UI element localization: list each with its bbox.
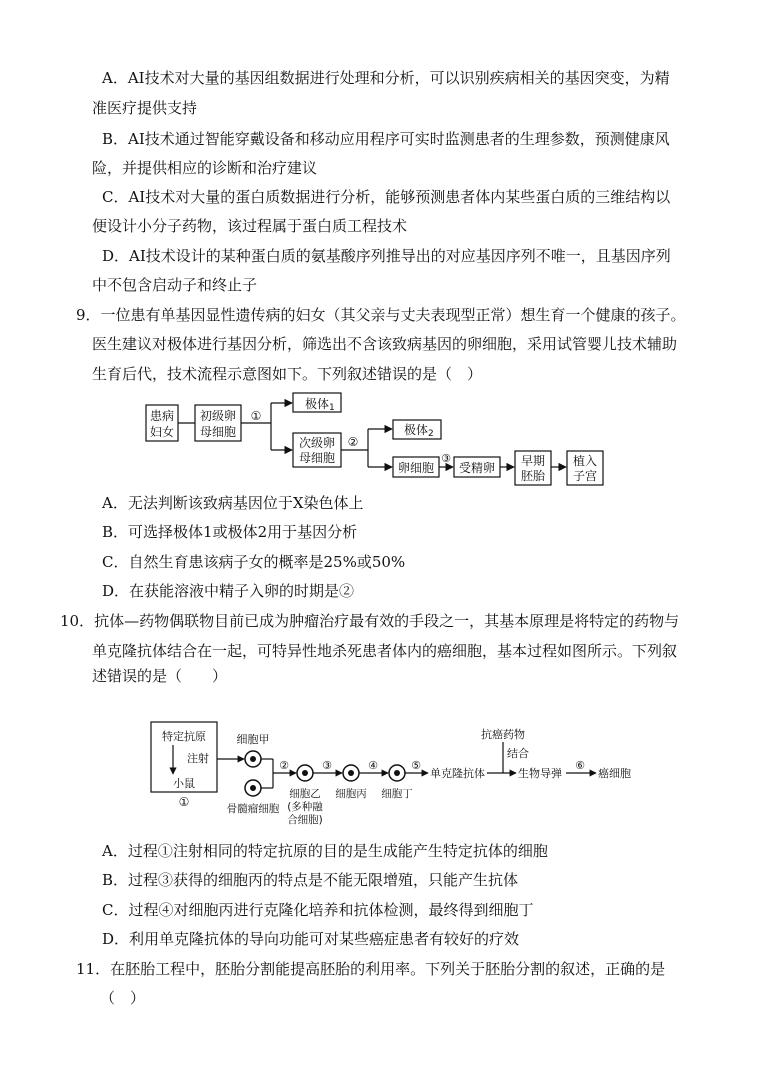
q9-option-b: B．可选择极体1或极体2用于基因分析 bbox=[102, 523, 358, 541]
q9-option-a: A．无法判断该致病基因位于X染色体上 bbox=[102, 494, 364, 512]
polar-body-1-sub: 1 bbox=[329, 403, 335, 413]
cell-c-nucleus bbox=[348, 770, 354, 776]
biomissile-label: 生物导弹 bbox=[518, 767, 562, 780]
q10-option-c: C．过程④对细胞丙进行克隆化培养和抗体检测，最终得到细胞丁 bbox=[102, 901, 534, 919]
q8-option-d-line2: 中不包含启动子和终止子 bbox=[92, 276, 258, 294]
step-1-label: ① bbox=[178, 795, 190, 809]
q9-stem-line2: 医生建议对极体进行基因分析，筛选出不含该致病基因的卵细胞，采用试管婴儿技术辅助 bbox=[92, 335, 678, 353]
polar-body-2-main: 极体 bbox=[404, 423, 429, 437]
myeloma-nucleus bbox=[250, 785, 256, 791]
q10-option-b: B．过程③获得的细胞丙的特点是不能无限增殖，只能产生抗体 bbox=[102, 871, 519, 889]
early-embryo-label-2: 胚胎 bbox=[520, 469, 546, 483]
q10-stem-line2: 单克隆抗体结合在一起，可特异性地杀死患者体内的癌细胞，基本过程如图所示。下列叙 bbox=[92, 642, 678, 660]
step-2-label: ② bbox=[279, 759, 289, 772]
primary-oocyte-label-1: 初级卵 bbox=[199, 409, 237, 423]
q10-stem-line3: 述错误的是（ ） bbox=[92, 667, 228, 685]
q8-option-d-line1: D．AI技术设计的某种蛋白质的氨基酸序列推导出的对应基因序列不唯一，且基因序列 bbox=[102, 247, 671, 265]
q10-option-a: A．过程①注射相同的特定抗原的目的是生成能产生特定抗体的细胞 bbox=[102, 842, 548, 860]
implant-label-1: 植入 bbox=[572, 454, 598, 468]
cell-c-label: 细胞丙 bbox=[335, 788, 367, 800]
q8-option-c-line2: 便设计小分子药物，该过程属于蛋白质工程技术 bbox=[92, 217, 408, 235]
q10-stem-line1: 10．抗体—药物偶联物目前已成为肿瘤治疗最有效的手段之一，其基本原理是将特定的药物与 bbox=[60, 612, 680, 630]
q8-option-a-line2: 准医疗提供支持 bbox=[92, 99, 198, 117]
cell-a-label: 细胞甲 bbox=[236, 733, 270, 746]
q9-stem-line1: 9．一位患有单基因显性遗传病的妇女（其父亲与丈夫表现型正常）想生育一个健康的孩子。 bbox=[76, 306, 686, 324]
q9-option-c: C．自然生育患该病子女的概率是25%或50% bbox=[102, 553, 406, 571]
step-2-label: ② bbox=[347, 435, 359, 449]
anticancer-drug-label: 抗癌药物 bbox=[481, 728, 525, 741]
q10-option-d: D．利用单克隆抗体的导向功能可对某些癌症患者有较好的疗效 bbox=[102, 930, 520, 948]
secondary-oocyte-label-2: 母细胞 bbox=[298, 451, 336, 465]
inject-label: 注射 bbox=[187, 752, 209, 765]
cell-b-nucleus bbox=[302, 770, 308, 776]
cell-b-note-2: 合细胞) bbox=[287, 814, 323, 826]
step-6-label: ⑥ bbox=[575, 759, 585, 772]
q8-option-a-line1: A．AI技术对大量的基因组数据进行处理和分析，可以识别疾病相关的基因突变，为精 bbox=[102, 69, 670, 87]
q11-stem-line1: 11．在胚胎工程中，胚胎分割能提高胚胎的利用率。下列关于胚胎分割的叙述，正确的是 bbox=[76, 960, 666, 978]
early-embryo-label-1: 早期 bbox=[520, 454, 546, 468]
cell-d-label: 细胞丁 bbox=[381, 788, 413, 800]
patient-label-1: 患病 bbox=[149, 409, 175, 423]
q8-option-b-line1: B．AI技术通过智能穿戴设备和移动应用程序可实时监测患者的生理参数，预测健康风 bbox=[102, 130, 670, 148]
step-3-label: ③ bbox=[441, 452, 451, 465]
myeloma-label: 骨髓瘤细胞 bbox=[226, 803, 280, 815]
cell-d-nucleus bbox=[394, 770, 400, 776]
primary-oocyte-label-2: 母细胞 bbox=[199, 425, 237, 439]
q8-option-c-line1: C．AI技术对大量的蛋白质数据进行分析，能够预测患者体内某些蛋白质的三维结构以 bbox=[102, 188, 671, 206]
q9-option-d: D．在获能溶液中精子入卵的时期是② bbox=[102, 582, 355, 600]
cell-b-note-1: (多种融 bbox=[287, 801, 323, 813]
zygote-label: 受精卵 bbox=[458, 461, 496, 475]
step-5-label: ⑤ bbox=[411, 759, 421, 772]
secondary-oocyte-label-1: 次级卵 bbox=[298, 436, 336, 450]
cell-b-label: 细胞乙 bbox=[289, 788, 321, 800]
cancer-cell-label: 癌细胞 bbox=[598, 767, 631, 780]
q11-stem-line2: （ ） bbox=[100, 989, 146, 1007]
step-1-label: ① bbox=[250, 409, 262, 423]
mab-label: 单克隆抗体 bbox=[430, 767, 485, 780]
q9-stem-line3: 生育后代，技术流程示意图如下。下列叙述错误的是（ ） bbox=[92, 365, 483, 383]
antigen-label: 特定抗原 bbox=[162, 730, 206, 743]
step-3-label: ③ bbox=[322, 759, 332, 772]
patient-label-2: 妇女 bbox=[149, 425, 175, 439]
cell-a-nucleus bbox=[250, 756, 256, 762]
polar-body-2-sub: 2 bbox=[428, 429, 434, 439]
combine-label: 结合 bbox=[507, 747, 529, 760]
implant-label-2: 子宫 bbox=[572, 469, 598, 483]
mouse-label: 小鼠 bbox=[173, 777, 195, 790]
q8-option-b-line2: 险，并提供相应的诊断和治疗建议 bbox=[92, 159, 318, 177]
step-4-label: ④ bbox=[368, 759, 378, 772]
egg-cell-label: 卵细胞 bbox=[397, 461, 435, 475]
polar-body-1-main: 极体 bbox=[305, 397, 330, 411]
